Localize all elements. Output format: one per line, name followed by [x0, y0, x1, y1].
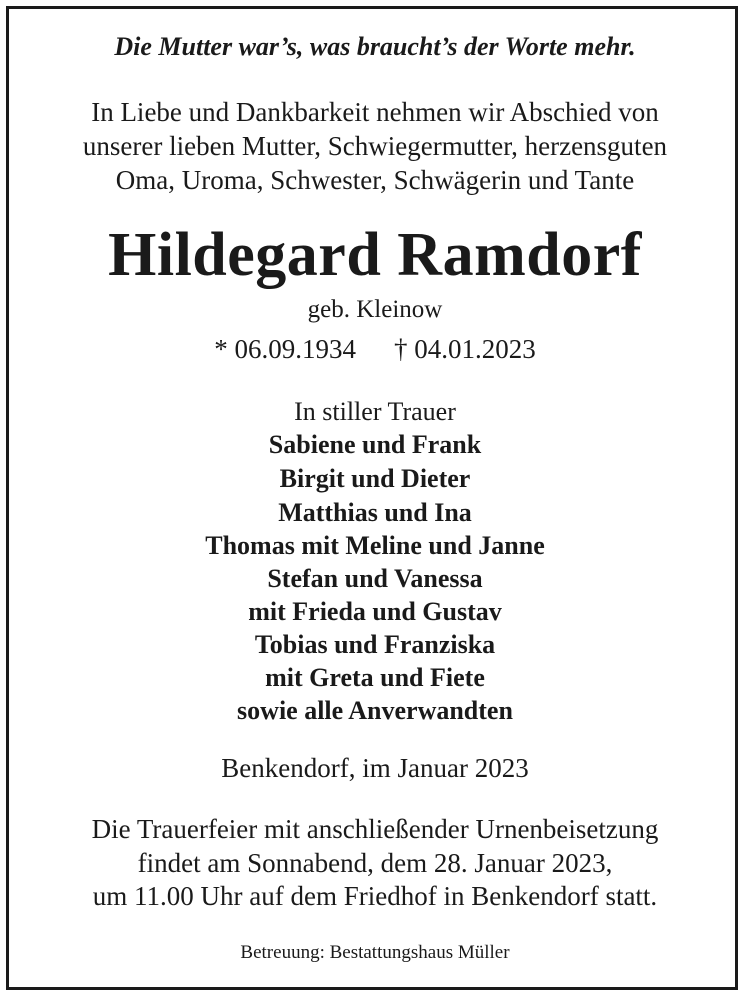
intro-line: Oma, Uroma, Schwester, Schwägerin und Tante [115, 165, 635, 195]
funeral-info-line: um 11.00 Uhr auf dem Friedhof in Benkendorf statt. [92, 881, 658, 911]
mourner-line: Sabiene und Frank [268, 430, 482, 459]
mourner-line: Tobias und Franziska [254, 630, 496, 659]
funeral-info-line: findet am Sonnabend, dem 28. Januar 2023, [137, 848, 613, 878]
born-name: geb. Kleinow [307, 296, 443, 323]
mourner-line: Matthias und Ina [278, 498, 472, 527]
funeral-info-line: Die Trauerfeier mit anschließender Urnenbeisetzung [91, 814, 659, 844]
motto: Die Mutter war’s, was braucht’s der Worte mehr. [114, 32, 636, 61]
deceased-name: Hildegard Ramdorf [108, 221, 642, 289]
mourner-line: mit Greta und Fiete [265, 663, 485, 692]
life-dates [0, 336, 750, 363]
intro-line: In Liebe und Dankbarkeit nehmen wir Abschied von [91, 97, 659, 127]
mourning-label: In stiller Trauer [294, 397, 456, 426]
death-date: † 04.01.2023 [394, 334, 536, 364]
birth-date: * 06.09.1934 [214, 334, 356, 364]
intro-line: unserer lieben Mutter, Schwiegermutter, herzensguten [82, 131, 668, 161]
mourner-line: Stefan und Vanessa [267, 564, 483, 593]
mourner-line: Birgit und Dieter [279, 464, 471, 493]
mourner-line: Thomas mit Meline und Janne [205, 531, 545, 560]
mourner-line: sowie alle Anverwandten [237, 696, 513, 725]
mourner-line: mit Frieda und Gustav [248, 597, 502, 626]
place-and-date: Benkendorf, im Januar 2023 [221, 753, 529, 783]
funeral-home-credit: Betreuung: Bestattungshaus Müller [240, 942, 510, 963]
